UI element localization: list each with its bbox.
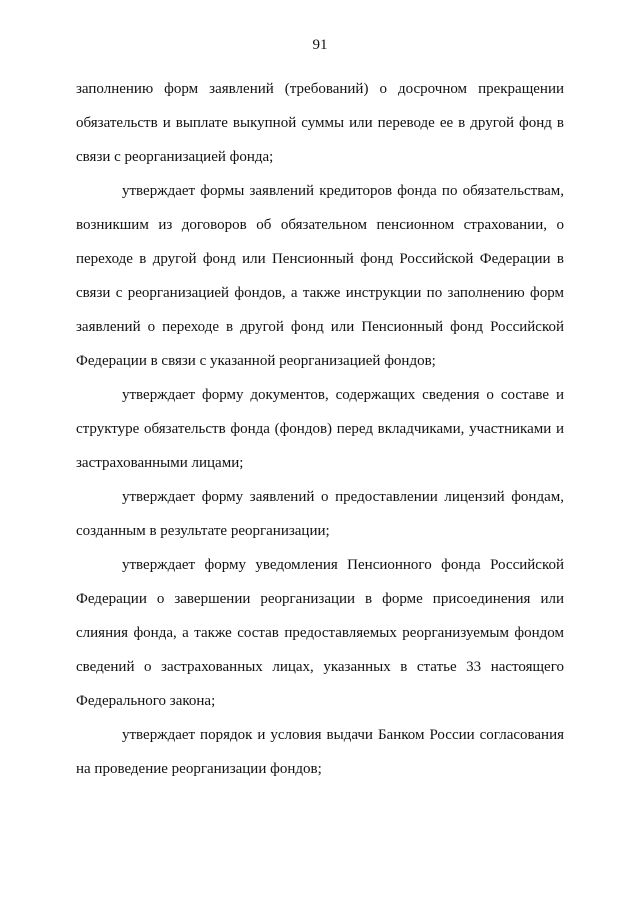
paragraph-creditor-forms: утверждает формы заявлений кредиторов фонда по обязательствам, возникшим из договоров об обязательном пенсионном страховании, о переходе в другой фонд или Пенсионный фонд Российской Федерации в связи с реорганизацией фондов, а также инструкции по заполнению форм заявлений о переходе в другой фонд или Пенсионный фонд Российской Федерации в связи с указанной реорганизацией фондов; bbox=[76, 183, 564, 369]
paragraph-pension-fund-notice: утверждает форму уведомления Пенсионного фонда Российской Федерации о завершении реорганизации в форме присоединения или слияния фонда, а также состав предоставляемых реорганизуемым фондом сведений о застрахованных лицах, указанных в статье 33 настоящего Федерального закона; bbox=[76, 557, 564, 709]
paragraph-obligations-structure: утверждает форму документов, содержащих сведения о составе и структуре обязательств фонда (фондов) перед вкладчиками, участниками и застрахованными лицами; bbox=[76, 387, 564, 471]
paragraph-continuation: заполнению форм заявлений (требований) о досрочном прекращении обязательств и выплате выкупной суммы или переводе ее в другой фонд в связи с реорганизацией фонда; bbox=[76, 81, 564, 165]
page-number: 91 bbox=[312, 37, 328, 53]
paragraph-license-forms: утверждает форму заявлений о предоставлении лицензий фондам, созданным в результате реорганизации; bbox=[76, 489, 564, 539]
document-body bbox=[76, 72, 564, 786]
paragraph-approval-procedure: утверждает порядок и условия выдачи Банком России согласования на проведение реорганизации фондов; bbox=[76, 727, 564, 777]
